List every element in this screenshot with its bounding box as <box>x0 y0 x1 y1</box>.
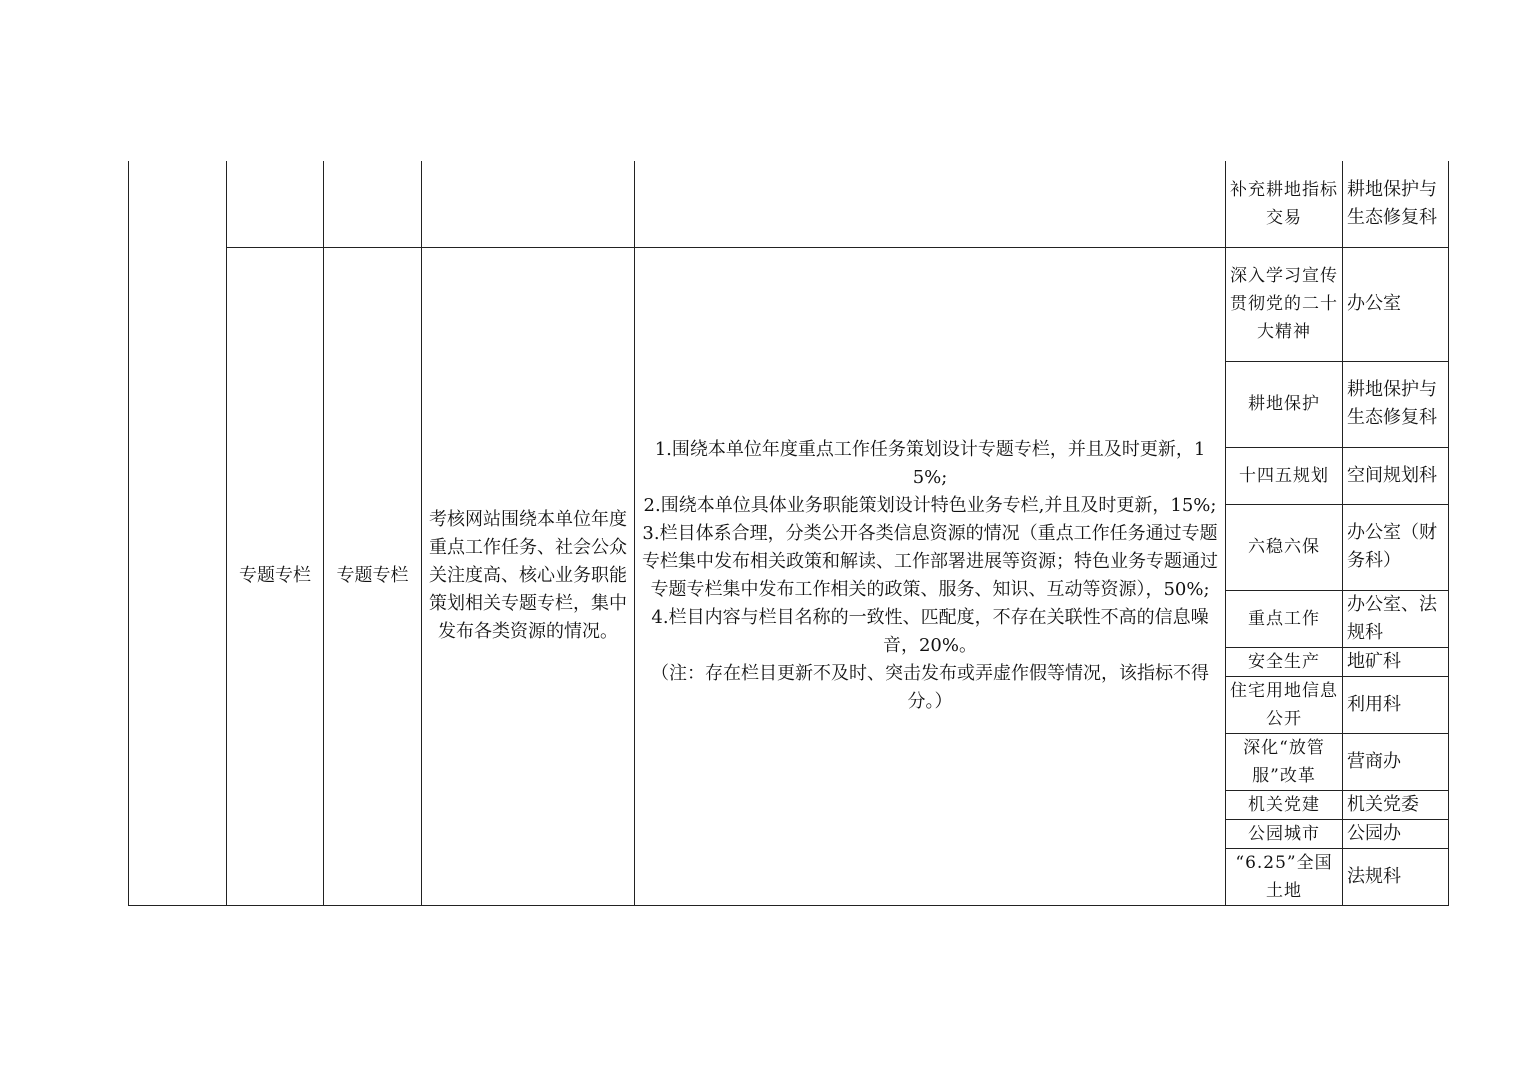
dept-cell: 办公室、法规科 <box>1343 590 1449 647</box>
topic-cell: 六稳六保 <box>1226 504 1343 590</box>
dept-cell: 地矿科 <box>1343 647 1449 676</box>
blank-cell <box>635 161 1226 247</box>
criterion-note: （注：存在栏目更新不及时、突击发布或弄虚作假等情况，该指标不得分。） <box>651 663 1209 712</box>
criterion-1: 1.围绕本单位年度重点工作任务策划设计专题专栏，并且及时更新，15%; <box>654 439 1206 488</box>
dept-cell: 空间规划科 <box>1343 447 1449 504</box>
topic-cell: 重点工作 <box>1226 590 1343 647</box>
description-cell: 考核网站围绕本单位年度重点工作任务、社会公众关注度高、核心业务职能策划相关专题专栏，集中发布各类资源的情况。 <box>422 247 635 905</box>
topic-cell: 安全生产 <box>1226 647 1343 676</box>
dept-cell: 办公室 <box>1343 247 1449 361</box>
topic-cell: 深化“放管服”改革 <box>1226 733 1343 790</box>
category-cell: 专题专栏 <box>227 247 324 905</box>
blank-cell <box>324 161 422 247</box>
dept-cell: 机关党委 <box>1343 790 1449 819</box>
blank-cell <box>422 161 635 247</box>
assessment-table <box>128 161 1449 906</box>
topic-cell: 耕地保护 <box>1226 361 1343 447</box>
criteria-cell <box>635 247 1226 905</box>
topic-cell: 机关党建 <box>1226 790 1343 819</box>
topic-cell: 补充耕地指标交易 <box>1226 161 1343 247</box>
dept-cell: 耕地保护与生态修复科 <box>1343 161 1449 247</box>
dept-cell: 利用科 <box>1343 676 1449 733</box>
topic-cell: “6.25”全国土地 <box>1226 848 1343 905</box>
criterion-3: 3.栏目体系合理，分类公开各类信息资源的情况（重点工作任务通过专题专栏集中发布相关政策和解读、工作部署进展等资源；特色业务专题通过专题专栏集中发布工作相关的政策、服务、知识、互动等资源），50%; <box>642 523 1218 600</box>
dept-cell: 法规科 <box>1343 848 1449 905</box>
blank-index-cell <box>129 161 227 905</box>
dept-cell: 办公室（财务科） <box>1343 504 1449 590</box>
table-row <box>129 247 1449 361</box>
subcategory-cell: 专题专栏 <box>324 247 422 905</box>
dept-cell: 公园办 <box>1343 819 1449 848</box>
topic-cell: 十四五规划 <box>1226 447 1343 504</box>
topic-cell: 住宅用地信息公开 <box>1226 676 1343 733</box>
blank-cell <box>227 161 324 247</box>
criterion-4: 4.栏目内容与栏目名称的一致性、匹配度，不存在关联性不高的信息噪音，20%。 <box>651 607 1209 656</box>
dept-cell: 营商办 <box>1343 733 1449 790</box>
topic-cell: 深入学习宣传贯彻党的二十大精神 <box>1226 247 1343 361</box>
topic-cell: 公园城市 <box>1226 819 1343 848</box>
dept-cell: 耕地保护与生态修复科 <box>1343 361 1449 447</box>
criterion-2: 2.围绕本单位具体业务职能策划设计特色业务专栏,并且及时更新，15%; <box>643 495 1217 516</box>
table-row <box>129 161 1449 247</box>
